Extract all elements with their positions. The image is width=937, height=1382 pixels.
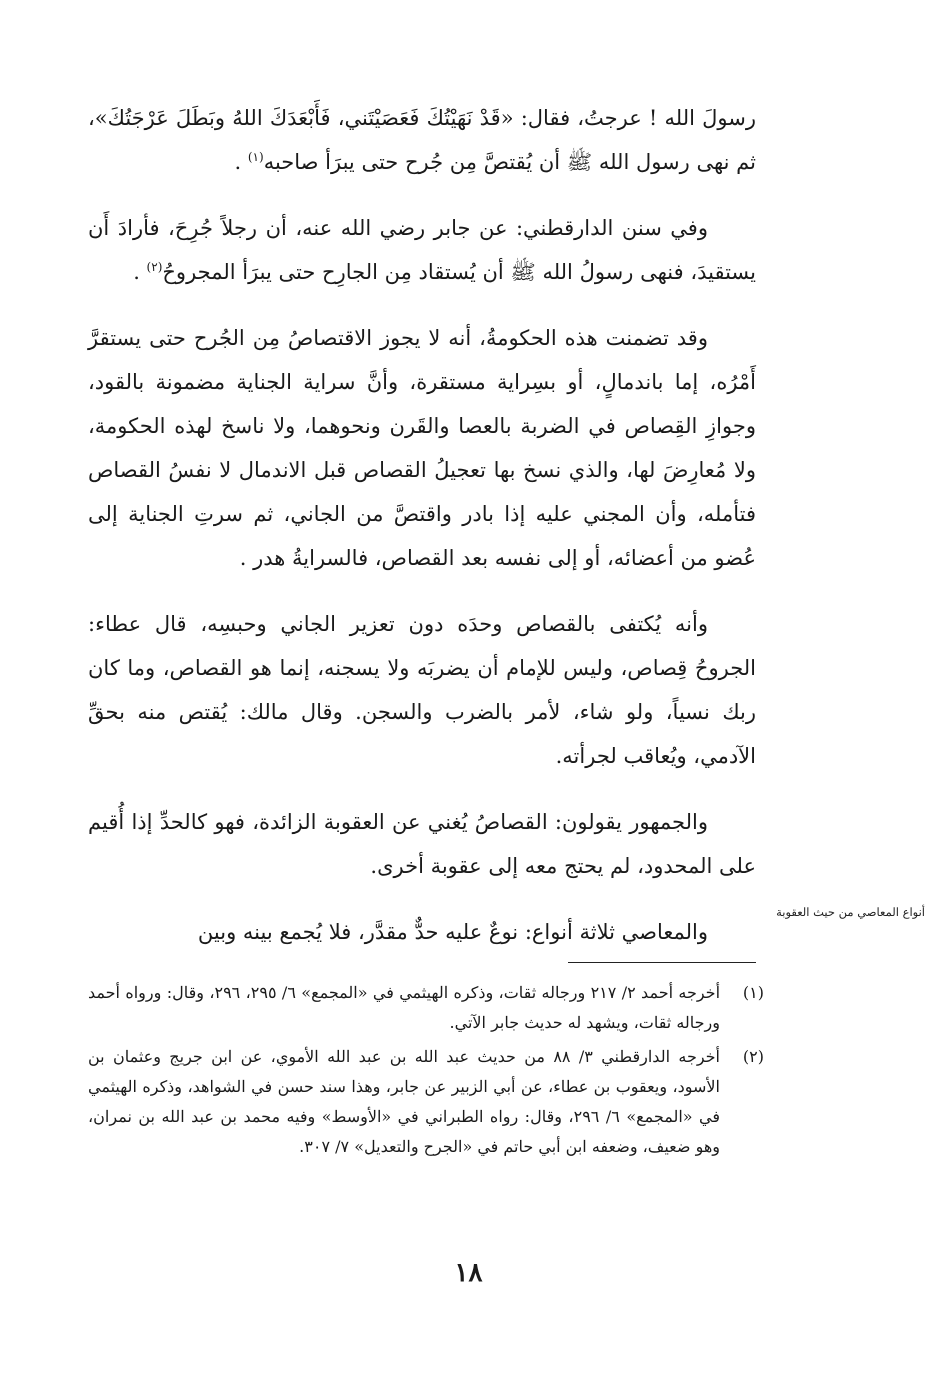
paragraph-3-text: وقد تضمنت هذه الحكومةُ، أنه لا يجوز الاقتصاصُ مِن الجُرح حتى يستقرَّ أَمْرُه، إما باندمالٍ، أو بسِراية مستقرة، وأنَّ سراية الجناية مضمونة بالقود، وجوازِ القِصاص في الضربة بالعصا والقَرن ونحوهما، ولا ناسخ لهذه الحكومة، ولا مُعارِضَ لها، والذي نسخ بها تعجيلُ القصاص قبل الاندمال لا نفسُ القصاص فتأمله، وأن المجني عليه إذا بادر واقتصَّ من الجاني، ثم سرتِ الجناية إلى عُضو من أعضائه، أو إلى نفسه بعد القصاص، فالسرايةُ هدر . (88, 326, 756, 570)
paragraph-2-text: وفي سنن الدارقطني: عن جابر رضي الله عنه، أن رجلاً جُرِحَ، فأرادَ أَن يستقيدَ، فنهى رسولُ الله ﷺ أن يُستقاد مِن الجارِح حتى يبرَأ المجروحُ (88, 216, 756, 284)
footnote-1-number: (١) (742, 983, 764, 1002)
footnote-2-number: (٢) (742, 1047, 764, 1066)
footnote-ref-1[interactable]: (١) (247, 150, 264, 164)
footnote-1 (88, 978, 764, 1038)
paragraph-6 (88, 910, 756, 954)
margin-note: أنواع المعاصي من حيث العقوبة (776, 905, 925, 919)
footnote-2 (88, 1042, 764, 1162)
paragraph-4-text: وأنه يُكتفى بالقصاص وحدَه دون تعزير الجاني وحبسِه، قال عطاء: الجروحُ قِصاص، وليس للإمام أن يضربَه ولا يسجنه، إنما هو القصاص، وما كان ربك نسياً، ولو شاء، لأمر بالضرب والسجن. وقال مالك: يُقتص منه بحقِّ الآدمي، ويُعاقب لجرأته. (88, 612, 756, 768)
paragraph-3 (88, 316, 756, 580)
footnotes (88, 978, 764, 1166)
paragraph-1-end: . (234, 150, 248, 174)
paragraph-1-text: رسولَ الله ! عرجتُ، فقال: «قَدْ نَهَيْتُكَ فَعَصَيْتَني، فَأَبْعَدَكَ اللهُ وبَطَلَ عَرْجَتُكَ»، ثم نهى رسول الله ﷺ أن يُقتصَّ مِن جُرح حتى يبرَأ صاحبه (88, 106, 756, 174)
paragraph-6-text: والمعاصي ثلاثة أنواع: نوعٌ عليه حدٌّ مقدَّر، فلا يُجمع بينه وبين (197, 920, 708, 944)
footnote-separator (568, 962, 756, 963)
main-text (88, 96, 756, 954)
paragraph-4 (88, 602, 756, 778)
paragraph-5-text: والجمهور يقولون: القصاصُ يُغني عن العقوبة الزائدة، فهو كالحدِّ إذا أُقيم على المحدود، لم يحتج معه إلى عقوبة أخرى. (88, 810, 756, 878)
footnote-2-text: أخرجه الدارقطني ٣/ ٨٨ من حديث عبد الله بن عبد الله الأموي، عن ابن جريج وعثمان بن الأسود، ويعقوب بن عطاء، عن أبي الزبير عن جابر، وهذا سند حسن في الشواهد، وذكره الهيثمي في «المجمع» ٦/ ٢٩٦، وقال: رواه الطبراني في «الأوسط» وفيه محمد بن عبد الله بن نمران، وهو ضعيف، وضعفه ابن أبي حاتم في «الجرح والتعديل» ٧/ ٣٠٧. (88, 1047, 721, 1156)
paragraph-2-end: . (133, 260, 147, 284)
paragraph-2 (88, 206, 756, 294)
page-number: ١٨ (454, 1258, 483, 1288)
paragraph-1 (88, 96, 756, 184)
footnote-ref-2[interactable]: (٢) (146, 260, 163, 274)
paragraph-5 (88, 800, 756, 888)
footnote-1-text: أخرجه أحمد ٢/ ٢١٧ ورجاله ثقات، وذكره الهيثمي في «المجمع» ٦/ ٢٩٥، ٢٩٦، وقال: ورواه أحمد ورجاله ثقات، ويشهد له حديث جابر الآتي. (88, 983, 721, 1032)
